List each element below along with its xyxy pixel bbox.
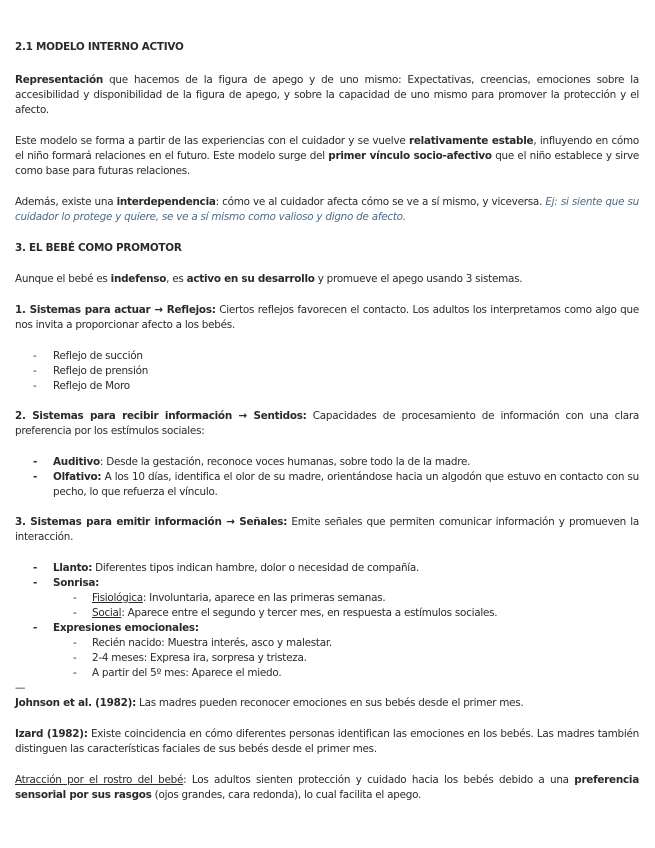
text: : Los adultos sienten protección y cuidado hacia los bebés debido a una <box>183 774 575 786</box>
list-item <box>15 349 639 364</box>
bold-term: 2. Sistemas para recibir información → Sentidos: <box>15 410 307 422</box>
text: que el niño establece y sirve como base para futuras relaciones. <box>15 150 640 177</box>
text: y promueve el apego usando 3 sistemas. <box>314 273 523 285</box>
paragraph-model-formation <box>15 134 639 179</box>
paragraph-attraction <box>15 773 639 803</box>
separator-dash: — <box>15 682 26 694</box>
reflex-list <box>15 349 639 394</box>
text: : Aparece entre el segundo y tercer mes, en respuesta a estímulos sociales. <box>121 607 498 619</box>
signals-list <box>15 561 639 681</box>
list-item-text: Reflejo de succión <box>53 350 143 362</box>
text: , es <box>166 273 187 285</box>
text: Las madres pueden reconocer emociones en sus bebés desde el primer mes. <box>135 697 524 709</box>
list-item <box>15 651 639 666</box>
text: Diferentes tipos indican hambre, dolor o necesidad de compañía. <box>92 562 420 574</box>
dash-bullet: - <box>33 350 37 362</box>
text: Ciertos reflejos favorecen el contacto. Los adultos los interpretamos como algo que nos invita a proporcionar afecto a los bebés. <box>15 304 639 331</box>
paragraph-johnson <box>15 696 639 711</box>
list-item-text: Reflejo de Moro <box>53 380 130 392</box>
list-item-text: Recién nacido: Muestra interés, asco y malestar. <box>92 637 332 649</box>
list-item <box>15 455 639 470</box>
list-item <box>15 470 639 500</box>
section-heading-3: 3. EL BEBÉ COMO PROMOTOR <box>15 242 182 254</box>
underlined-term: Fisiológica <box>92 592 143 604</box>
text: Aunque el bebé es <box>15 273 111 285</box>
text: A los 10 días, identifica el olor de su madre, orientándose hacia un algodón que estuvo en contacto con su pecho, lo que refuerza el vínculo. <box>53 471 639 498</box>
paragraph-system-1 <box>15 303 639 333</box>
dash-bullet: - <box>33 365 37 377</box>
text: : cómo ve al cuidador afecta cómo se ve a sí mismo, y viceversa. <box>215 196 546 208</box>
underlined-term: Social <box>92 607 122 619</box>
bold-term: 3. Sistemas para emitir información → Señales: <box>15 516 288 528</box>
text: Emite señales que permiten comunicar información y promueven la interacción. <box>15 516 639 543</box>
dash-bullet: - <box>33 471 38 483</box>
list-item <box>15 666 639 681</box>
paragraph-izard <box>15 727 639 757</box>
list-item <box>15 576 639 591</box>
text: Este modelo se forma a partir de las experiencias con el cuidador y se vuelve <box>15 135 409 147</box>
bold-term: Expresiones emocionales: <box>53 622 199 634</box>
dash-bullet: - <box>73 637 77 649</box>
list-item <box>15 561 639 576</box>
dash-bullet: - <box>33 562 38 574</box>
paragraph-system-3 <box>15 515 639 545</box>
paragraph-system-2 <box>15 409 639 439</box>
text: Además, existe una <box>15 196 117 208</box>
bold-term: indefenso <box>110 273 167 285</box>
paragraph-representation <box>15 73 639 118</box>
text: Capacidades de procesamiento de información con una clara preferencia por los estímulos sociales: <box>15 410 639 437</box>
dash-bullet: - <box>33 456 38 468</box>
bold-term: activo en su desarrollo <box>186 273 315 285</box>
dash-bullet: - <box>33 380 37 392</box>
dash-bullet: - <box>73 592 77 604</box>
text: que hacemos de la figura de apego y de uno mismo: Expectativas, creencias, emociones sobre la accesibilidad y disponibilidad de la figura de apego, y sobre la capacidad de uno mismo para promover la protección y el afecto. <box>15 74 639 116</box>
bold-term: relativamente estable <box>408 135 534 147</box>
paragraph-intro <box>15 272 639 287</box>
text: : Involuntaria, aparece en las primeras semanas. <box>142 592 386 604</box>
bold-term: primer vínculo socio-afectivo <box>328 150 492 162</box>
text: (ojos grandes, cara redonda), lo cual facilita el apego. <box>151 789 422 801</box>
text: , influyendo en cómo el niño formará relaciones en el futuro. Este modelo surge del <box>15 135 640 162</box>
list-item <box>15 606 639 621</box>
paragraph-interdependence <box>15 195 639 225</box>
list-item-text: A partir del 5º mes: Aparece el miedo. <box>92 667 282 679</box>
list-item <box>15 591 639 606</box>
bold-term: preferencia sensorial por sus rasgos <box>15 774 639 801</box>
text: : Desde la gestación, reconoce voces humanas, sobre todo la de la madre. <box>99 456 471 468</box>
dash-bullet: - <box>33 622 38 634</box>
dash-bullet: - <box>33 577 38 589</box>
list-item <box>15 621 639 636</box>
list-item-text: Reflejo de prensión <box>53 365 149 377</box>
senses-list <box>15 455 639 500</box>
underlined-term: Atracción por el rostro del bebé <box>15 774 184 786</box>
bold-term: Olfativo: <box>53 471 102 483</box>
bold-term: Izard (1982): <box>15 728 88 740</box>
bold-term: interdependencia <box>116 196 216 208</box>
bold-term: Representación <box>15 74 104 86</box>
section-heading-2-1: 2.1 MODELO INTERNO ACTIVO <box>15 41 184 53</box>
bold-term: Johnson et al. (1982): <box>15 697 136 709</box>
bold-term: 1. Sistemas para actuar → Reflejos: <box>15 304 216 316</box>
list-item <box>15 636 639 651</box>
bold-term: Auditivo <box>53 456 100 468</box>
text: Existe coincidencia en cómo diferentes personas identifican las emociones en los bebés. Las madres también distinguen las características faciales de sus bebés desde el primer mes. <box>15 728 639 755</box>
list-item-text: 2-4 meses: Expresa ira, sorpresa y tristeza. <box>92 652 307 664</box>
bold-term: Sonrisa: <box>53 577 100 589</box>
dash-bullet: - <box>73 607 77 619</box>
list-item <box>15 364 639 379</box>
list-item <box>15 379 639 394</box>
dash-bullet: - <box>73 652 77 664</box>
example-text: Ej: si siente que su cuidador lo protege y quiere, se ve a sí mismo como valioso y digno de afecto. <box>15 196 639 223</box>
bold-term: Llanto: <box>53 562 93 574</box>
dash-bullet: - <box>73 667 77 679</box>
